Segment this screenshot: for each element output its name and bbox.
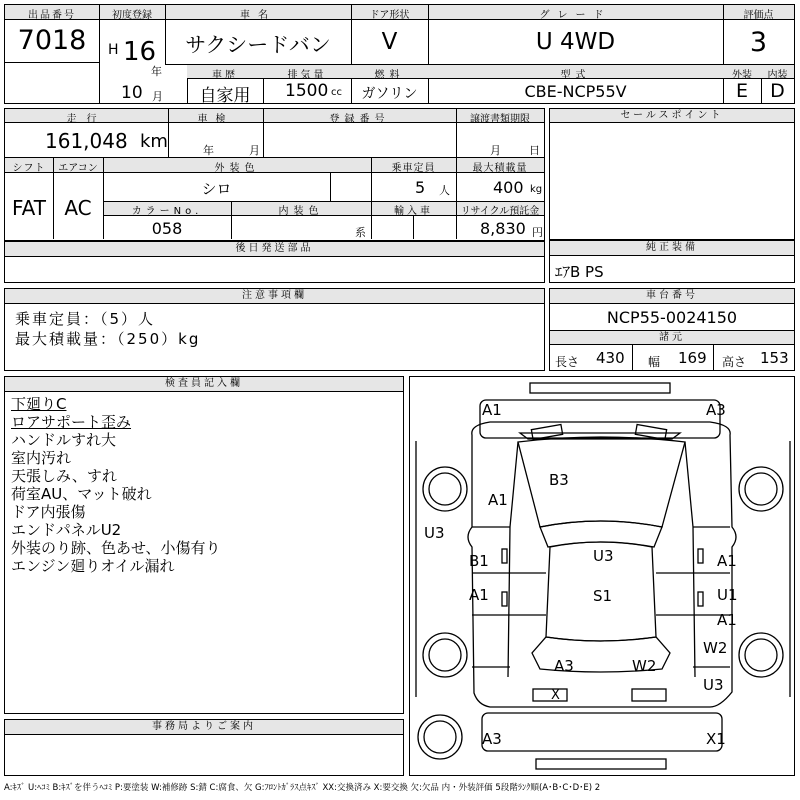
ac-label: エアコン	[58, 163, 98, 174]
exterior-label: 外装	[732, 70, 752, 81]
mark-fender-left: A1	[488, 491, 508, 509]
notes-line-2: 最大積載量：（250）kg	[15, 330, 201, 348]
chassis-section	[549, 288, 795, 371]
recycle-label: リサイクル預託金	[460, 206, 540, 217]
mark-roof: S1	[593, 587, 613, 605]
inspector-section	[4, 376, 404, 714]
height-label: 高さ	[722, 355, 747, 369]
interior-label: 内装	[767, 70, 788, 81]
later-parts-label: 後日発送部品	[5, 242, 544, 257]
color-no-value: 058	[151, 219, 183, 238]
notes-label: 注意事項欄	[5, 289, 544, 304]
displacement-value: 1500	[285, 81, 329, 101]
capacity-value: 5	[415, 178, 426, 197]
genuine-value: ｴｱB PS	[555, 263, 604, 281]
first-reg-label: 初度登録	[112, 10, 152, 21]
inspector-line: 天張しみ、すれ	[11, 467, 117, 485]
mark-rear-x: X	[551, 688, 560, 703]
damage-diagram	[409, 376, 795, 776]
car-outline-diagram	[410, 377, 796, 777]
displacement-label: 排気量	[287, 70, 327, 81]
sales-point-label: セールスポイント	[550, 109, 794, 123]
genuine-label: 純正装備	[550, 241, 794, 256]
recycle-unit: 円	[532, 226, 543, 239]
width-value: 169	[678, 349, 707, 367]
chassis-value: NCP55-0024150	[606, 308, 738, 327]
inspector-line: ハンドルすれ大	[11, 431, 117, 449]
history-label: 車歴	[212, 70, 238, 81]
length-value: 430	[596, 349, 625, 367]
mark-bonnet: B3	[549, 471, 569, 489]
shift-label: シフト	[12, 163, 46, 174]
car-name: サクシードバン	[185, 33, 331, 57]
notes-line-1: 乗車定員：（5）人	[15, 310, 156, 328]
vehicle-detail-section	[4, 158, 545, 241]
era: H	[108, 42, 119, 58]
inspector-label: 検査員記入欄	[5, 377, 403, 392]
interior-value: D	[770, 80, 785, 102]
office-label: 事務局よりご案内	[5, 720, 403, 735]
color-no-label: カラーNo.	[131, 206, 203, 217]
exterior-value: E	[735, 80, 748, 102]
mark-rear-right-u: U3	[703, 676, 724, 694]
legend-text: A:ｷｽﾞ U:ﾍｺﾐ B:ｷｽﾞを伴うﾍｺﾐ P:要塗装 W:補修跡 S:錆 C:腐食、欠 G:ﾌﾛﾝﾄｶﾞﾗｽ点ｷｽﾞ XX:交換済み X:要交換 欠:欠品 内・外装評価 5段階ﾗﾝｸ順(A･B･C･D･E) 2	[4, 783, 601, 793]
model-value: CBE-NCP55V	[524, 82, 627, 101]
transfer-day-unit: 日	[529, 144, 540, 157]
mark-door-rear-right-b: A1	[717, 611, 737, 629]
height-value: 153	[760, 349, 789, 367]
width-label: 幅	[648, 355, 661, 369]
capacity-unit: 人	[439, 184, 450, 197]
first-reg-year: 16	[123, 37, 157, 67]
mark-roof-front: U3	[593, 547, 614, 565]
displacement-unit: cc	[331, 87, 342, 98]
plate-label: 登録番号	[329, 114, 390, 125]
inspector-line: ドア内張傷	[11, 503, 86, 521]
later-parts-section	[4, 241, 545, 283]
capacity-label: 乗車定員	[391, 163, 436, 174]
mark-rear-right-w: W2	[703, 639, 728, 657]
recycle-value: 8,830	[480, 219, 526, 238]
max-load-label: 最大積載量	[472, 163, 528, 174]
model-label: 型式	[560, 70, 591, 81]
transfer-label: 譲渡書類期限	[470, 114, 530, 125]
door-label: ドア形状	[369, 10, 410, 21]
mark-rear-glass-right: W2	[632, 657, 657, 675]
fuel-value: ガソリン	[361, 86, 418, 102]
mileage-value: 161,048	[45, 129, 128, 153]
transfer-month-unit: 月	[490, 144, 501, 157]
inspector-line: 荷室AU、マット破れ	[11, 485, 152, 503]
mark-door-rear-left: A1	[469, 586, 489, 604]
inspector-line: 外装のり跡、色あせ、小傷有り	[11, 539, 221, 557]
mileage-unit: km	[140, 131, 168, 152]
door-value: V	[381, 29, 398, 55]
dims-label: 諸元	[550, 330, 794, 345]
length-label: 長さ	[555, 355, 580, 369]
year-unit: 年	[151, 65, 162, 78]
mark-front-left: A1	[482, 401, 502, 419]
mark-side-left-front: U3	[424, 524, 445, 542]
mark-door-rear-right-a: U1	[717, 586, 738, 604]
mileage-section	[4, 108, 545, 158]
first-reg-month: 10	[121, 83, 143, 103]
mark-bumper-rear-left: A3	[482, 730, 502, 748]
car-name-label: 車名	[240, 10, 276, 21]
score-label: 評価点	[743, 10, 774, 21]
inspector-line: 下廻りC	[11, 395, 67, 413]
shift-value: FAT	[11, 196, 46, 220]
int-color-suffix: 系	[355, 226, 366, 239]
mark-door-front-left: B1	[469, 552, 489, 570]
sales-point-section	[549, 108, 795, 240]
max-load-value: 400	[493, 178, 524, 197]
chassis-label: 車台番号	[550, 289, 794, 304]
score-value: 3	[749, 27, 768, 58]
grade-value: U 4WD	[535, 29, 616, 55]
history-value: 自家用	[199, 86, 251, 106]
mark-bumper-rear-right: X1	[706, 730, 726, 748]
header-section	[4, 4, 795, 104]
ext-color-label: 外装色	[214, 163, 260, 174]
month-unit: 月	[152, 90, 163, 103]
fuel-label: 燃料	[374, 70, 405, 81]
ext-color-value: シロ	[201, 180, 232, 198]
ac-value: AC	[64, 196, 92, 220]
genuine-equipment-section	[549, 240, 795, 283]
inspection-year-unit: 年	[203, 144, 214, 157]
office-notice-section	[4, 719, 404, 776]
inspector-line: エンドパネルU2	[11, 521, 122, 539]
inspection-label: 車検	[197, 114, 234, 125]
import-label: 輸入車	[394, 206, 433, 217]
mark-rear-glass-left: A3	[554, 657, 574, 675]
lot-label: 出品番号	[28, 10, 76, 21]
int-color-label: 内装色	[278, 206, 324, 217]
max-load-unit: kg	[530, 184, 543, 195]
inspection-month-unit: 月	[249, 144, 260, 157]
mark-door-front-right: A1	[717, 552, 737, 570]
mark-front-right: A3	[706, 401, 726, 419]
inspector-line: 室内汚れ	[11, 449, 72, 467]
notes-section	[4, 288, 545, 371]
mileage-label: 走行	[66, 114, 107, 125]
inspector-line: エンジン廻りオイル漏れ	[11, 557, 175, 575]
inspector-line: ロアサポート歪み	[11, 413, 132, 431]
lot-value: 7018	[17, 25, 87, 56]
grade-label: グレード	[539, 10, 612, 21]
